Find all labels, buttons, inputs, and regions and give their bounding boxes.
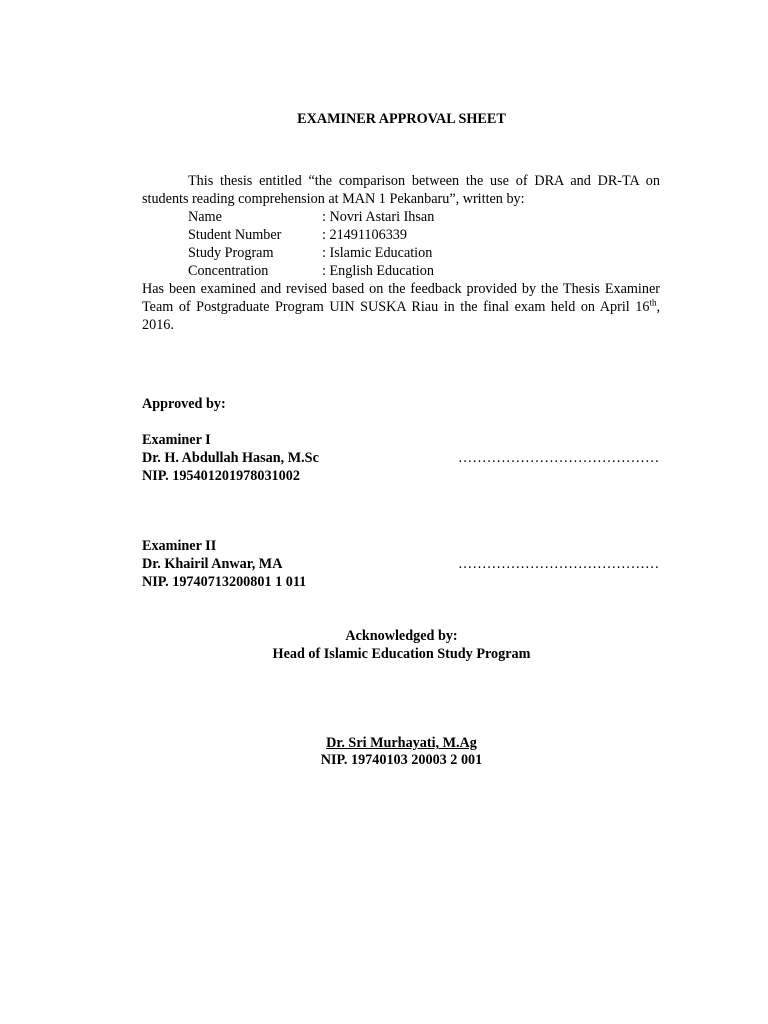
examiner-1-role: Examiner I <box>142 432 211 448</box>
examiner-1-nip: NIP. 195401201978031002 <box>142 468 300 484</box>
field-value-name: : Novri Astari Ihsan <box>322 209 435 225</box>
examiner-2-signature-line: …………………………………… <box>458 556 660 572</box>
head-of-program-name-wrap <box>0 734 768 752</box>
head-of-program-nip: NIP. 19740103 20003 2 001 <box>320 752 483 768</box>
head-of-program-title: Head of Islamic Education Study Program <box>272 646 531 662</box>
examiner-1-name: Dr. H. Abdullah Hasan, M.Sc <box>142 450 319 466</box>
document-title: EXAMINER APPROVAL SHEET <box>297 111 506 127</box>
head-of-program-name: Dr. Sri Murhayati, M.Ag <box>326 735 477 751</box>
acknowledged-by-label: Acknowledged by: <box>345 628 458 644</box>
field-value-concentration: : English Education <box>322 263 434 279</box>
exam-paragraph <box>142 280 660 334</box>
field-value-study-program: : Islamic Education <box>322 245 433 261</box>
approved-by-label: Approved by: <box>142 396 226 412</box>
field-value-student-number: : 21491106339 <box>322 227 407 243</box>
exam-text-superscript: th <box>649 297 657 308</box>
field-label-study-program: Study Program <box>188 245 274 261</box>
field-label-concentration: Concentration <box>188 263 269 279</box>
intro-paragraph: This thesis entitled “the comparison between the use of DRA and DR-TA on students reading comprehension at MAN 1 Pekanbaru”, written by: <box>142 173 660 207</box>
examiner-1-signature-line: …………………………………… <box>458 450 660 466</box>
exam-text-main: Has been examined and revised based on the feedback provided by the Thesis Examiner Team of Postgraduate Program UIN SUSKA Riau in the final exam held on April 16 <box>142 281 660 315</box>
field-label-student-number: Student Number <box>188 227 282 243</box>
examiner-2-nip: NIP. 19740713200801 1 011 <box>142 574 307 590</box>
examiner-2-name: Dr. Khairil Anwar, MA <box>142 556 283 572</box>
examiner-2-role: Examiner II <box>142 538 217 554</box>
field-label-name: Name <box>188 209 222 225</box>
exam-text-end: , 2016. <box>142 299 660 333</box>
